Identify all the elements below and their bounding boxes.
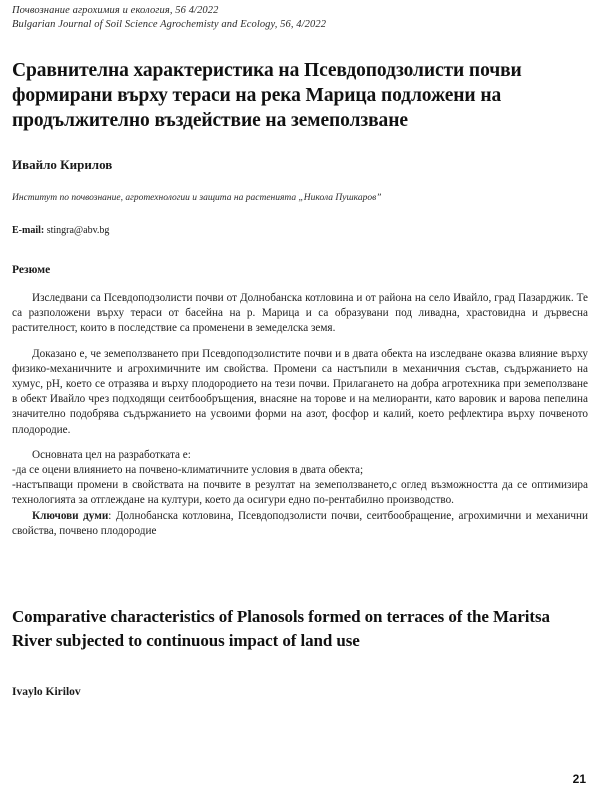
- keywords-value: : Долнобанска котловина, Псевдоподзолисти почви, сеитбообращение, агрохимични и механични свойства, почвено плодородие: [12, 509, 588, 537]
- email-label: E-mail:: [12, 225, 45, 236]
- running-head-line-en: Bulgarian Journal of Soil Science Agrochemisty and Ecology, 56, 4/2022: [12, 19, 327, 30]
- author-name-bulgarian: Ивайло Кирилов: [12, 157, 113, 172]
- aim-item: -да се оцени влиянието на почвено-климатичните условия в двата обекта;: [12, 464, 364, 477]
- abstract-paragraph: Изследвани са Псевдоподзолисти почви от Долнобанска котловина и от района на село Ивайло, град Пазарджик. Те са разположени върху тераси от басейна на р. Марица и са образувани под ливадна, храстовидна и дървесна растителност, които в последствие са променени в земеделска земя.: [12, 292, 588, 335]
- article-title-bulgarian: Сравнителна характеристика на Псевдоподзолисти почви формирани върху тераси на река Марица подложени на продължително въздействие на земеползване: [12, 60, 522, 131]
- author-affiliation: Институт по почвознание, агротехнологии и защита на растенията „Никола Пушкаров”: [12, 193, 382, 203]
- email-address[interactable]: stingra@abv.bg: [46, 225, 110, 236]
- article-title-english: Comparative characteristics of Planosols formed on terraces of the Maritsa River subjected to continuous impact of land use: [12, 607, 550, 651]
- author-name-english: Ivaylo Kirilov: [12, 686, 81, 699]
- keywords-label: Ключови думи: [32, 509, 109, 522]
- abstract-heading-bulgarian: Резюме: [12, 264, 51, 276]
- abstract-paragraph: Доказано е, че земеползването при Псевдоподзолистите почви и в двата обекта на изследване оказва влияние върху физико-механичните и агрохимичните им свойства. Промени са настъпили в механичния състав, съдържанието на хумус, рН, което се отразява и върху плодородието на тези почви. Прилагането на добра агротехника при земеползване в обект Ивайло чрез подходящи сеитбообръщения, внасяне на торове и на мелиоранти, като варовик и варова пепелина значително подобрява съдържанието на усвоими форми на азот, фосфор и калий, което рефлектира върху почвеното плодородие.: [12, 347, 588, 436]
- page-number: 21: [572, 772, 586, 786]
- aim-intro-line: Основната цел на разработката е:: [32, 448, 191, 461]
- running-head: [12, 4, 588, 32]
- aim-item: -настъпващи промени в свойствата на почвите в резултат на земеползването,с оглед възможността да се оптимизира технологията за отглеждане на култури, което да осигури едно по-рентабилно производство.: [12, 479, 588, 507]
- running-head-line-bg: Почвознание агрохимия и екология, 56 4/2022: [12, 5, 219, 16]
- abstract-body-bulgarian: [12, 291, 588, 539]
- keywords-line: [12, 509, 588, 539]
- author-email-line: [12, 224, 588, 238]
